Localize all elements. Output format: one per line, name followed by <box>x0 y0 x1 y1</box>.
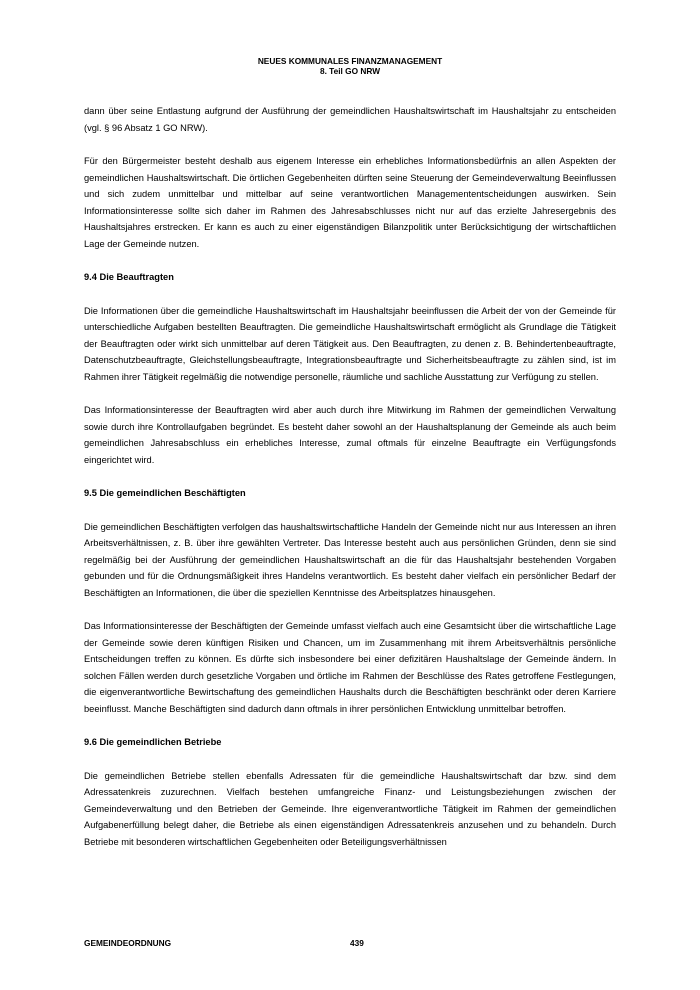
document-body <box>84 103 616 867</box>
paragraph: Für den Bürgermeister besteht deshalb aus eigenem Interesse ein erhebliches Informationsbedürfnis an allen Aspekten der gemeindlichen Haushaltswirtschaft. Die örtlichen Gegebenheiten dürften seine Steuerung der Gemeindeverwaltung Beeinflussen und sich zudem unmittelbar und mittelbar auf seine verantwortlichen Managemententscheidungen auswirken. Sein Informationsinteresse sollte sich daher im Rahmen des Jahresabschlusses nicht nur auf das erzielte Jahresergebnis des Haushaltsjahres erstrecken. Er kann es auch zu einer eigenständigen Bilanzpolitik unter Berücksichtigung der wirtschaftlichen Lage der Gemeinde nutzen. <box>84 156 616 249</box>
paragraph: dann über seine Entlastung aufgrund der Ausführung der gemeindlichen Haushaltswirtschaft im Haushaltsjahr zu entscheiden (vgl. § 96 Absatz 1 GO NRW). <box>84 106 616 133</box>
paragraph: Die gemeindlichen Betriebe stellen ebenfalls Adressaten für die gemeindliche Haushaltswirtschaft dar bzw. sind dem Adressatenkreis zuzurechnen. Vielfach bestehen umfangreiche Finanz- und Leistungsbeziehungen zwischen der Gemeindeverwaltung und den Betrieben der Gemeinde. Ihre eigenverantwortliche Tätigkeit im Rahmen der gemeindlichen Aufgabenerfüllung belegt daher, die Betriebe als einen eigenständigen Adressatenkreis anzusehen und zu behandeln. Durch Betriebe mit besonderen wirtschaftlichen Gegebenheiten oder Beteiligungsverhältnissen <box>84 770 616 847</box>
paragraph: Die gemeindlichen Beschäftigten verfolgen das haushaltswirtschaftliche Handeln der Gemeinde nicht nur aus Interessen an ihren Arbeitsverhältnissen, z. B. über ihre gewählten Vertreter. Das Interesse besteht auch aus persönlichen Gründen, denn sie sind regelmäßig bei der Ausführung der gemeindlichen Haushaltswirtschaft an die für das Haushaltsjahr bestehenden Vorgaben gebunden und für die Ordnungsmäßigkeit ihres Handelns verantwortlich. Es besteht daher vielfach ein persönlicher Bedarf der Beschäftigten an Informationen, die über die speziellen Kenntnisse des Arbeitsplatzes hinausgehen. <box>84 521 616 598</box>
page-number: 439 <box>350 938 364 948</box>
paragraph: Die Informationen über die gemeindliche Haushaltswirtschaft im Haushaltsjahr beeinflussen die Arbeit der von der Gemeinde für unterschiedliche Aufgaben bestellten Beauftragten. Die gemeindliche Haushaltswirtschaft ermöglicht als Grundlage die Tätigkeit der Beauftragten oder wirkt sich unmittelbar auf deren Tätigkeit aus. Den Beauftragten, zu denen z. B. Behindertenbeauftragte, Datenschutzbeauftragte, Gleichstellungsbeauftragte, Integrationsbeauftragte und Sicherheitsbeauftragte zu zählen sind, ist im Rahmen ihrer Tätigkeit regelmäßig die notwendige personelle, räumliche und sachliche Ausstattung zur Verfügung zu stellen. <box>84 305 616 382</box>
section-heading: 9.4 Die Beauftragten <box>84 272 174 282</box>
footer-label: GEMEINDEORDNUNG <box>84 938 172 948</box>
paragraph: Das Informationsinteresse der Beschäftigten der Gemeinde umfasst vielfach auch eine Gesamtsicht über die wirtschaftliche Lage der Gemeinde sowie deren künftigen Risiken und Chancen, um im Zusammenhang mit ihrem Arbeitsverhältnis persönliche Entscheidungen treffen zu können. Es dürfte sich insbesondere bei einer defizitären Haushaltslage der Gemeinde ändern. In solchen Fällen werden durch gesetzliche Vorgaben und örtliche im Rahmen der Beschlüsse des Rates getroffene Festlegungen, die eigenverantwortliche Bewirtschaftung des gemeindlichen Haushalts durch die Beschäftigten beschränkt oder deren Karriere beeinflusst. Manche Beschäftigten sind dadurch dann oftmals in ihrer persönlichen Entwicklung unmittelbar betroffen. <box>84 621 616 714</box>
page-header <box>0 56 700 76</box>
header-subtitle: 8. Teil GO NRW <box>319 66 381 76</box>
section-heading: 9.6 Die gemeindlichen Betriebe <box>84 737 222 747</box>
paragraph: Das Informationsinteresse der Beauftragten wird aber auch durch ihre Mitwirkung im Rahmen der gemeindlichen Verwaltung sowie durch ihre Kontrollaufgaben begründet. Es besteht daher sowohl an der Haushaltsplanung der Gemeinde als auch beim gemeindlichen Jahresabschluss ein erhebliches Interesse, zumal oftmals für einzelne Beauftragte ein Verfügungsfonds eingerichtet wird. <box>84 405 616 465</box>
section-heading: 9.5 Die gemeindlichen Beschäftigten <box>84 488 246 498</box>
header-title: NEUES KOMMUNALES FINANZMANAGEMENT <box>257 56 443 66</box>
